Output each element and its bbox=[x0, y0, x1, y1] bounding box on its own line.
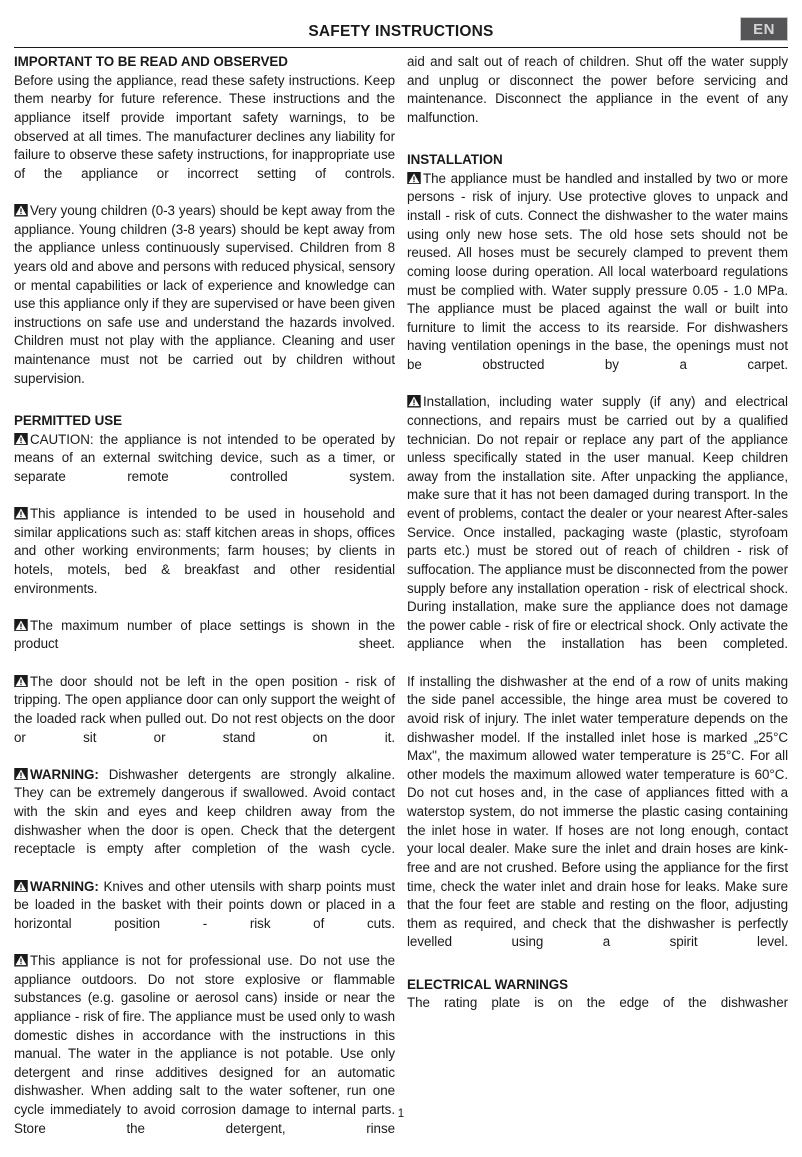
paragraph-aid-and-salt: aid and salt out of reach of children. Shut off the water supply and unplug or disconnect the power before servicing and maintenance. Disconnect the appliance in the event of any malfunction. bbox=[407, 54, 788, 125]
language-badge: EN bbox=[740, 17, 788, 41]
paragraph-rating-plate: The rating plate is on the edge of the dishwasher bbox=[407, 995, 788, 1011]
warning-triangle-icon bbox=[14, 433, 28, 446]
heading-electrical-warnings: ELECTRICAL WARNINGS bbox=[407, 976, 568, 992]
paragraph-text: Installation, including water supply (if any) and electrical connections, and repairs must be carried out by a qualified technician. Do not repair or replace any part of the appliance unless specifically stated in the user manual. Keep children away from the installation site. After unpacking the appliance, make sure that it has not been damaged during transport. In the event of problems, contact the dealer or your nearest After-sales Service. Once installed, packaging waste (plastic, styrofoam parts etc.) must be stored out of reach of children - risk of suffocation. The appliance must be disconnected from the power supply before any installation operation - risk of electrical shock. During installation, make sure the appliance does not damage the power cable - risk of fire or electrical shock. Only activate the appliance when the installation has been completed. bbox=[407, 394, 788, 652]
warning-triangle-icon bbox=[14, 954, 28, 967]
paragraph-text: CAUTION: the appliance is not intended to be operated by means of an external switching device, such as a timer, or separate remote controlled system. bbox=[14, 431, 395, 484]
paragraph-installation-qualified-technician bbox=[407, 393, 788, 672]
warning-triangle-icon bbox=[14, 204, 28, 217]
paragraph-caution-external-switching bbox=[14, 431, 395, 506]
header-divider bbox=[14, 47, 788, 48]
paragraph-before-using: Before using the appliance, read these safety instructions. Keep them nearby for future reference. These instructions and the appliance itself provide important safety warnings, to be observed at all times. The manufacturer declines any liability for failure to observe these safety instructions, for inappropriate use of the appliance or incorrect setting of controls. bbox=[14, 72, 395, 181]
warning-triangle-icon bbox=[14, 880, 28, 893]
paragraph-text: The appliance must be handled and installed by two or more persons - risk of injury. Use protective gloves to unpack and install - risk of cuts. Connect the dishwasher to the water mains using only new hose sets. The old hose sets should not be reused. All hoses must be securely clamped to prevent them coming loose during operation. All local waterboard regulations must be complied with. Water supply pressure 0.05 - 1.0 MPa. The appliance must be placed against the wall or built into furniture to limit the access to its rearside. For dishwashers having ventilation openings in the base, the openings must not be obstructed by a carpet. bbox=[407, 170, 788, 372]
warning-triangle-icon bbox=[14, 768, 28, 781]
warning-label: WARNING: bbox=[30, 878, 99, 894]
right-column bbox=[407, 53, 788, 1032]
heading-permitted-use: PERMITTED USE bbox=[14, 412, 122, 428]
warning-triangle-icon bbox=[14, 507, 28, 520]
paragraph-text: This appliance is not for professional use. Do not use the appliance outdoors. Do not store explosive or flammable substances (e.g. gasoline or aerosol cans) inside or near the appliance - risk of fire. The appliance must be used only to wash domestic dishes in accordance with the instructions in this manual. The water in the appliance is not potable. Use only detergent and rinse additives designed for an automatic dishwasher. When adding salt to the water softener, run one cycle immediately to avoid corrosion damage to internal parts. Store the detergent, rinse bbox=[14, 953, 395, 1136]
heading-installation: INSTALLATION bbox=[407, 152, 503, 168]
paragraph-text: The maximum number of place settings is shown in the product sheet. bbox=[14, 617, 395, 652]
paragraph-handled-and-installed bbox=[407, 170, 788, 394]
warning-triangle-icon bbox=[407, 395, 421, 408]
paragraph-end-of-row-installation: If installing the dishwasher at the end of a row of units making the side panel accessible, the hinge area must be covered to avoid risk of injury. The inlet water temperature depends on the dishwasher model. If the installed inlet hose is marked „25°C Max", the maximum allowed water temperature is 25°C. For all other models the maximum allowed water temperature is 60°C. Do not cut hoses and, in the case of appliances fitted with a waterstop system, do not immerse the plastic casing containing the inlet hose in water. If hoses are not long enough, contact your local dealer. Make sure the inlet and drain hoses are kink-free and are not crushed. Before using the appliance for the first time, check the water inlet and drain hose for leaks. Make sure that the four feet are stable and resting on the floor, adjusting them as required, and check that the dishwasher is perfectly levelled using a spirit level. bbox=[407, 673, 788, 950]
warning-triangle-icon bbox=[14, 675, 28, 688]
paragraph-text: Very young children (0-3 years) should be kept away from the appliance. Young children (3-8 years) should be kept away from the appliance unless continuously supervised. Children from 8 years old and above and persons with reduced physical, sensory or mental capabilities or lack of experience and knowledge can use this appliance only if they are supervised or have been given instructions on safe use and understand the hazards involved. Children must not play with the appliance. Cleaning and user maintenance must not be carried out by children without supervision. bbox=[14, 203, 395, 386]
paragraph-not-professional-use bbox=[14, 952, 395, 1157]
paragraph-text: This appliance is intended to be used in household and similar applications such as: staff kitchen areas in shops, offices and other working environments; farm houses; by clients in hotels, motels, bed & breakfast and other residential environments. bbox=[14, 506, 395, 596]
warning-label: WARNING: bbox=[30, 766, 99, 782]
page-title: SAFETY INSTRUCTIONS bbox=[308, 23, 494, 40]
paragraph-text: Knives and other utensils with sharp points must be loaded in the basket with their points down or placed in a horizontal position - risk of cuts. bbox=[14, 878, 395, 931]
paragraph-text: Dishwasher detergents are strongly alkaline. They can be extremely dangerous if swallowed. Avoid contact with the skin and eyes and keep children away from the dishwasher when the door is open. Check that the detergent receptacle is empty after completion of the wash cycle. bbox=[14, 766, 395, 857]
paragraph-warning-knives bbox=[14, 878, 395, 953]
paragraph-very-young-children bbox=[14, 202, 395, 407]
paragraph-text: The door should not be left in the open position - risk of tripping. The open appliance door can only support the weight of the loaded rack when pulled out. Do not rest objects on the door or sit or stand on it. bbox=[14, 673, 395, 745]
warning-triangle-icon bbox=[14, 619, 28, 632]
paragraph-place-settings bbox=[14, 617, 395, 673]
page-header bbox=[14, 0, 788, 40]
warning-triangle-icon bbox=[407, 172, 421, 185]
page-number: 1 bbox=[397, 1108, 405, 1120]
page-footer bbox=[0, 1108, 802, 1120]
paragraph-door-open-position bbox=[14, 673, 395, 766]
heading-important-to-be-read: IMPORTANT TO BE READ AND OBSERVED bbox=[14, 54, 288, 69]
two-column-body bbox=[14, 53, 788, 1136]
paragraph-household-use bbox=[14, 505, 395, 617]
left-column bbox=[14, 53, 395, 1157]
paragraph-warning-detergents bbox=[14, 766, 395, 878]
